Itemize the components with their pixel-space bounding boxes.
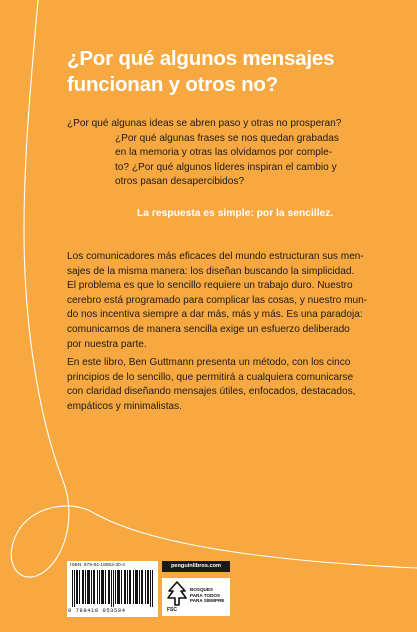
- paragraph-line: sajes de la misma manera: los diseñan buscando la simplicidad.: [67, 265, 355, 277]
- paragraph-line: por nuestra parte.: [67, 338, 147, 350]
- paragraph-line: En este libro, Ben Guttmann presenta un método, con los cinco: [67, 357, 351, 368]
- barcode: [67, 561, 158, 617]
- barcode-digits: 9 788418 053504: [68, 608, 126, 614]
- fsc-label: FSC: [167, 607, 177, 613]
- fsc-slogan-line: PARA SIEMPRE: [190, 598, 225, 604]
- question-line: ¿Por qué algunas ideas se abren paso y otras no prosperan?: [67, 118, 342, 129]
- headline-line-1: ¿Por qué algunos mensajes: [67, 47, 335, 70]
- paragraph-1: [67, 250, 397, 352]
- isbn-label: ISBN: 978-84-18053-30-4: [70, 563, 125, 568]
- paragraph-2: [67, 356, 397, 414]
- barcode-bars: [70, 570, 155, 607]
- headline-line-2: funcionan y otros no?: [67, 73, 279, 96]
- paragraph-line: principios de lo sencillo, que permitirá a cualquiera comunicarse: [67, 371, 354, 383]
- publisher-website: penguinlibros.com: [162, 561, 230, 572]
- question-line: to? ¿Por qué algunos líderes inspiran el cambio y: [115, 161, 337, 173]
- question-line: en la memoria y otras las olvidamos por comple-: [115, 147, 333, 159]
- fsc-slogan-line: BOSQUES: [190, 587, 213, 592]
- question-line: ¿Por qué algunas frases se nos quedan grabadas: [115, 132, 339, 144]
- fsc-certification: [162, 578, 230, 616]
- paragraph-line: El problema es que lo sencillo requiere un trabajo duro. Nuestro: [67, 280, 353, 292]
- paragraph-line: do nos incentiva siempre a dar más, más y más. Es una paradoja:: [67, 309, 363, 321]
- paragraph-line: cerebro está programado para complicar las cosas, y nuestro mun-: [67, 294, 368, 306]
- paragraph-line: Los comunicadores más eficaces del mundo estructuran sus men-: [67, 251, 364, 262]
- paragraph-line: empáticos y minimalistas.: [67, 400, 182, 412]
- fsc-slogan-line: PARA TODOS: [190, 592, 221, 598]
- question-line: otros pasan desapercibidos?: [115, 176, 245, 188]
- paragraph-line: comunicarnos de manera sencilla exige un esfuerzo deliberado: [67, 323, 350, 335]
- questions-block: [67, 117, 397, 190]
- fsc-tree-icon: [166, 581, 188, 607]
- headline: [67, 46, 397, 98]
- paragraph-line: con claridad diseñando mensajes útiles, enfocados, destacados,: [67, 386, 356, 398]
- fsc-slogan: [190, 587, 224, 604]
- answer-highlight: La respuesta es simple: por la sencillez.: [137, 208, 334, 219]
